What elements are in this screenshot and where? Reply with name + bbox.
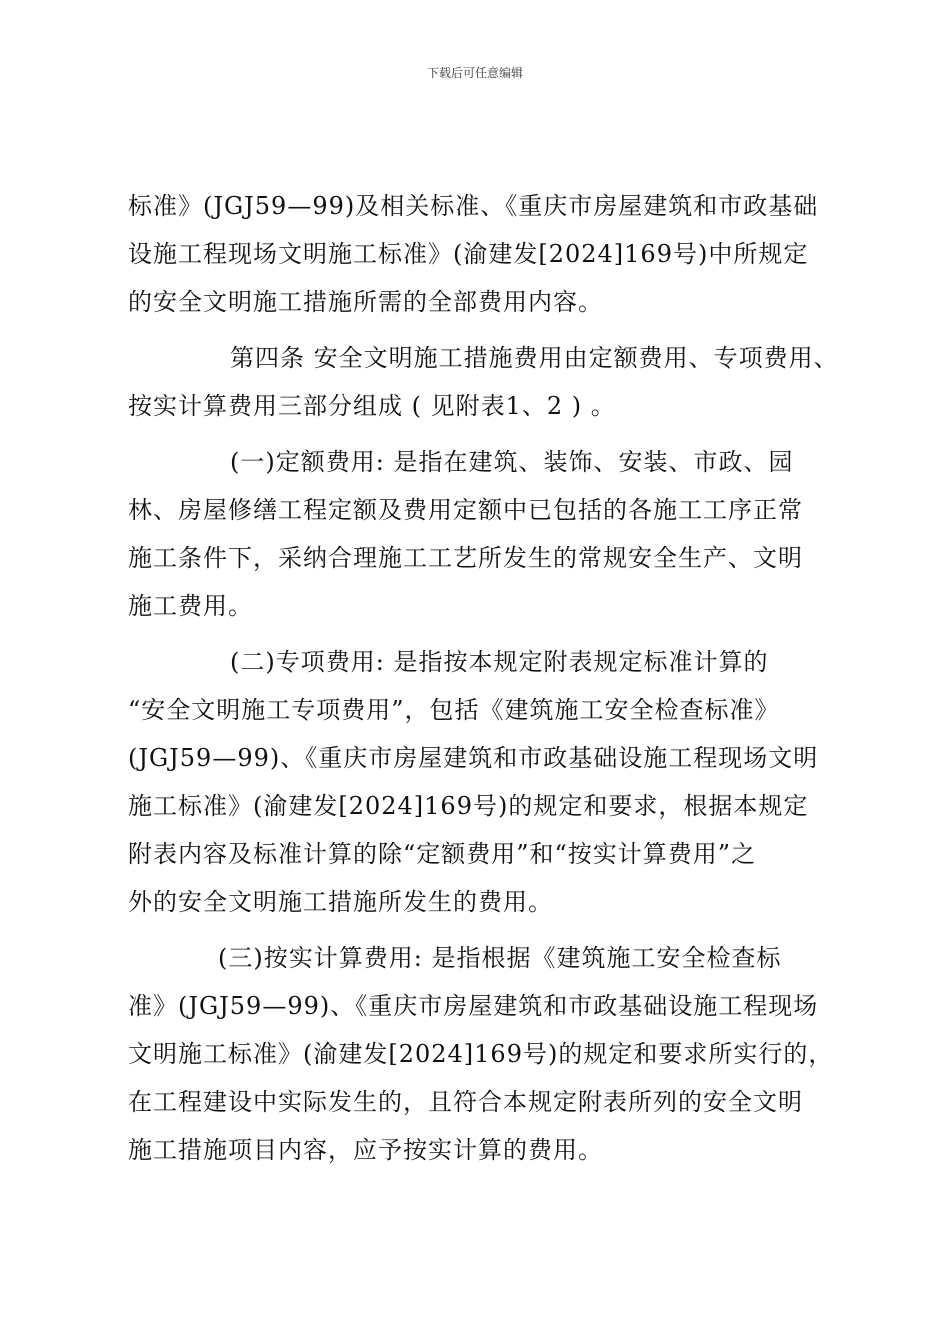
text-line: 施工费用。: [128, 592, 253, 620]
text-line: 施工措施项目内容，应予按实计算的费用。: [128, 1136, 603, 1164]
text-line: 施工条件下，采纳合理施工工艺所发生的常规安全生产、文明: [128, 544, 803, 572]
text-line: 设施工程现场文明施工标准》(渝建发[2024]169号)中所规定: [128, 240, 809, 268]
text-line: 林、房屋修缮工程定额及费用定额中已包括的各施工工序正常: [128, 496, 803, 524]
text-line: 附表内容及标准计算的除“定额费用”和“按实计算费用”之: [128, 840, 757, 868]
item-three-line: (三)按实计算费用: 是指根据《建筑施工安全检查标: [218, 944, 782, 972]
item-one-line: (一)定额费用: 是指在建筑、装饰、安装、市政、园: [230, 448, 794, 476]
text-line: 文明施工标准》(渝建发[2024]169号)的规定和要求所实行的，: [128, 1040, 834, 1068]
article-heading-line: 第四条 安全文明施工措施费用由定额费用、专项费用、: [230, 344, 839, 372]
document-body: [128, 182, 848, 1174]
text-line: 的安全文明施工措施所需的全部费用内容。: [128, 288, 603, 316]
text-line: (JGJ59—99)、《重庆市房屋建筑和市政基础设施工程现场文明: [128, 744, 819, 772]
item-two-line: (二)专项费用: 是指按本规定附表规定标准计算的: [230, 648, 769, 676]
text-line: “安全文明施工专项费用”，包括《建筑施工安全检查标准》: [128, 696, 780, 724]
text-line: 外的安全文明施工措施所发生的费用。: [128, 888, 553, 916]
page-header: 下载后可任意编辑: [426, 66, 523, 80]
text-line: 准》(JGJ59—99)、《重庆市房屋建筑和市政基础设施工程现场: [128, 992, 819, 1020]
text-line: 在工程建设中实际发生的，且符合本规定附表所列的安全文明: [128, 1088, 803, 1116]
text-line: 按实计算费用三部分组成 ( 见附表1、2 ) 。: [128, 392, 616, 420]
text-line: 标准》(JGJ59—99)及相关标准、《重庆市房屋建筑和市政基础: [128, 192, 819, 220]
text-line: 施工标准》(渝建发[2024]169号)的规定和要求，根据本规定: [128, 792, 809, 820]
